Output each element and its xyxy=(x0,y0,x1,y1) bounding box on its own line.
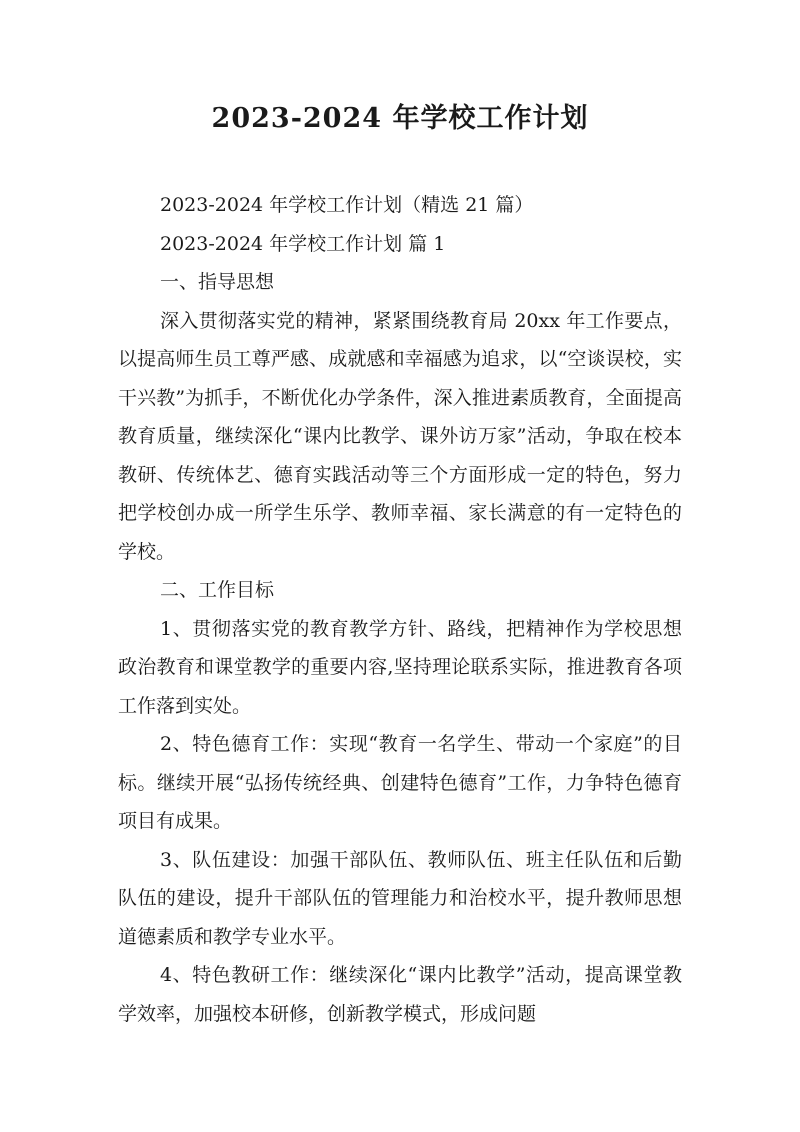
body-paragraph: 4、特色教研工作：继续深化“课内比教学”活动，提高课堂教学效率，加强校本研修，创新教学模式，形成问题 xyxy=(118,964,682,1025)
document-title: 2023-2024 年学校工作计划 xyxy=(211,103,589,134)
heading-guiding-ideology: 一、指导思想 xyxy=(160,271,275,293)
body-paragraph: 3、队伍建设：加强干部队伍、教师队伍、班主任队伍和后勤队伍的建设，提升干部队伍的管理能力和治校水平，提升教师思想道德素质和教学专业水平。 xyxy=(118,848,682,948)
heading-work-goals: 二、工作目标 xyxy=(160,579,275,601)
body-paragraph: 深入贯彻落实党的精神，紧紧围绕教育局 20xx 年工作要点，以提高师生员工尊严感、成就感和幸福感为追求，以“空谈误校，实干兴教”为抓手，不断优化办学条件，深入推进素质教育，全面提高教育质量，继续深化“课内比教学、课外访万家”活动，争取在校本教研、传统体艺、德育实践活动等三个方面形成一定的特色，努力把学校创办成一所学生乐学、教师幸福、家长满意的有一定特色的学校。 xyxy=(118,309,682,563)
section-heading-paragraph: 2023-2024 年学校工作计划 篇 1 xyxy=(160,232,446,255)
document-body xyxy=(118,186,682,1033)
subtitle-paragraph: 2023-2024 年学校工作计划（精选 21 篇） xyxy=(160,194,534,216)
body-paragraph: 1、贯彻落实党的教育教学方针、路线，把精神作为学校思想政治教育和课堂教学的重要内容,坚持理论联系实际，推进教育各项工作落到实处。 xyxy=(118,617,682,717)
body-paragraph: 2、特色德育工作：实现“教育一名学生、带动一个家庭”的目标。继续开展“弘扬传统经典、创建特色德育”工作，力争特色德育项目有成果。 xyxy=(118,733,682,832)
